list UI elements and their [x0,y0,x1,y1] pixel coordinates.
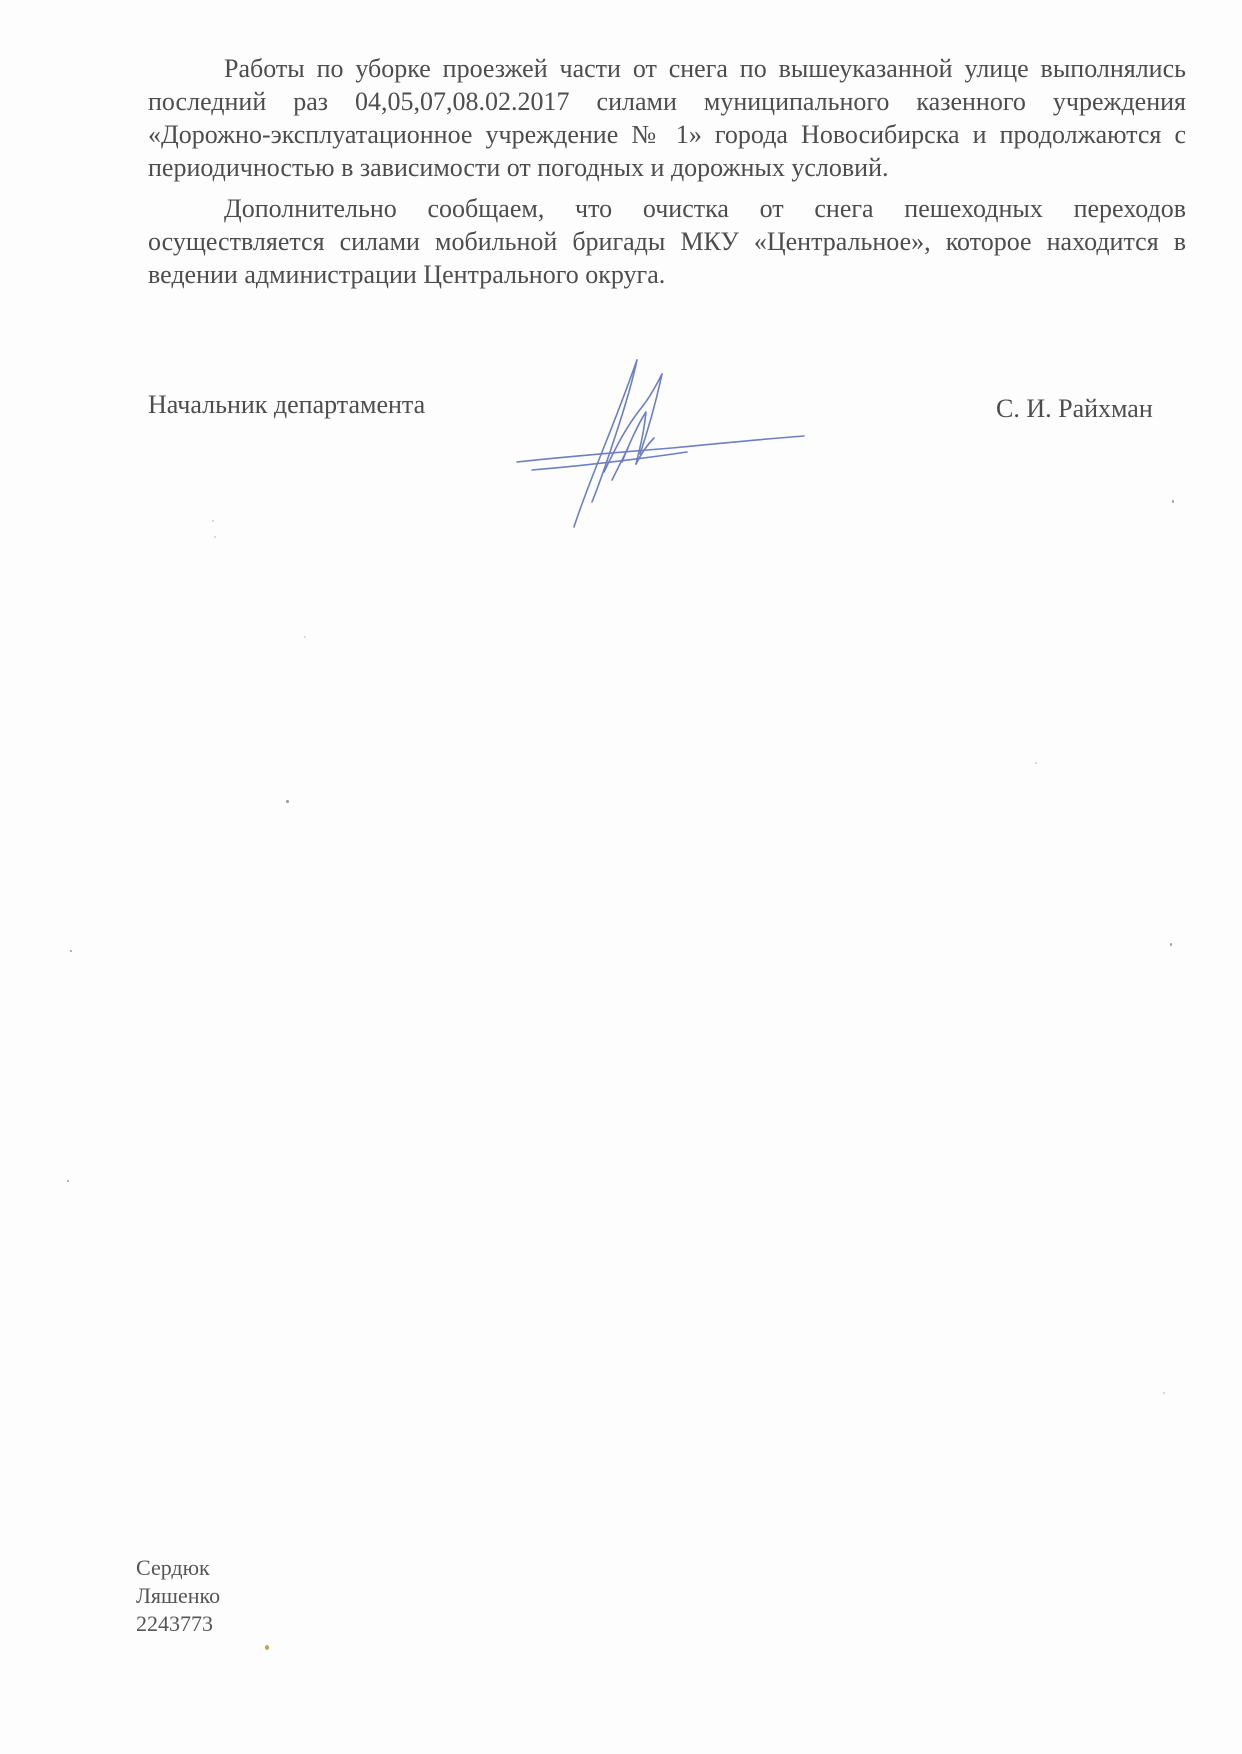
executor-name-2: Ляшенко [136,1583,221,1608]
scan-speck [304,636,306,638]
scan-speck [1172,500,1174,503]
scan-speck [212,520,214,522]
paragraph-snow-removal: Работы по уборке проезжей части от снега по вышеуказанной улице выполнялись последний раз 04,05,07,08.02.2017 силами муниципального казенного учреждения «Дорожно-эксплуатационное учреждение № 1» города Новосибирска и продолжаются с периодичностью в зависимости от погодных и дорожных условий. [148,54,1186,182]
scan-speck [70,950,72,952]
scan-speck [286,800,289,803]
scan-speck [1170,943,1172,946]
executor-phone: 2243773 [136,1611,213,1636]
scan-speck [214,536,216,538]
scan-speck [67,1180,69,1182]
executor-block [136,1554,220,1638]
scan-speck [1163,1392,1165,1394]
paragraph-crosswalks: Дополнительно сообщаем, что очистка от снега пешеходных переходов осуществляется силами мобильной бригады МКУ «Центральное», которое находится в ведении администрации Центрального округа. [148,194,1186,289]
executor-name-1: Сердюк [136,1555,210,1580]
letter-body [148,52,1186,299]
signatory-name: С. И. Райхман [996,394,1153,423]
signatory-title: Начальник департамента [148,390,426,419]
scan-speck [265,1645,269,1650]
scan-speck [1035,762,1037,764]
handwritten-signature [512,352,812,552]
